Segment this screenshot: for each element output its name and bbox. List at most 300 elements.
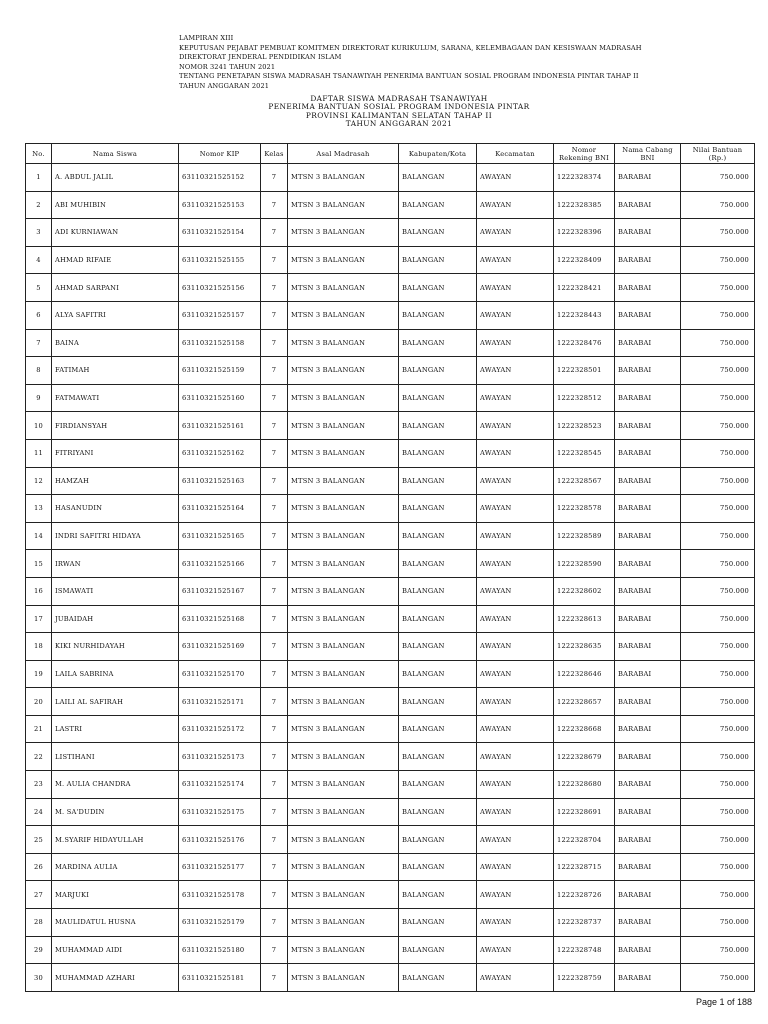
cell-district: AWAYAN bbox=[477, 853, 554, 881]
cell-regency: BALANGAN bbox=[399, 274, 477, 302]
cell-student-name: AHMAD SARPANI bbox=[52, 274, 179, 302]
cell-row-number: 2 bbox=[26, 191, 52, 219]
cell-row-number: 15 bbox=[26, 550, 52, 578]
cell-district: AWAYAN bbox=[477, 522, 554, 550]
cell-origin-madrasah: MTSN 3 BALANGAN bbox=[288, 853, 399, 881]
cell-regency: BALANGAN bbox=[399, 715, 477, 743]
cell-kip-number: 63110321525168 bbox=[179, 605, 261, 633]
cell-district: AWAYAN bbox=[477, 357, 554, 385]
header-line: TAHUN ANGGARAN 2021 bbox=[179, 81, 270, 90]
table-row bbox=[26, 660, 755, 688]
cell-class-grade: 7 bbox=[261, 219, 288, 247]
cell-district: AWAYAN bbox=[477, 384, 554, 412]
cell-origin-madrasah: MTSN 3 BALANGAN bbox=[288, 881, 399, 909]
cell-bank-account: 1222328657 bbox=[554, 688, 615, 716]
cell-student-name: MARJUKI bbox=[52, 881, 179, 909]
cell-row-number: 9 bbox=[26, 384, 52, 412]
cell-row-number: 14 bbox=[26, 522, 52, 550]
cell-kip-number: 63110321525152 bbox=[179, 164, 261, 192]
cell-bank-branch: BARABAI bbox=[615, 577, 681, 605]
cell-bank-account: 1222328545 bbox=[554, 439, 615, 467]
cell-class-grade: 7 bbox=[261, 909, 288, 937]
header-line: KEPUTUSAN PEJABAT PEMBUAT KOMITMEN DIREKTORAT KURIKULUM, SARANA, KELEMBAGAAN DAN KESISWAAN MADRASAH bbox=[179, 43, 642, 52]
cell-kip-number: 63110321525174 bbox=[179, 771, 261, 799]
cell-kip-number: 63110321525180 bbox=[179, 936, 261, 964]
cell-origin-madrasah: MTSN 3 BALANGAN bbox=[288, 246, 399, 274]
cell-district: AWAYAN bbox=[477, 909, 554, 937]
cell-class-grade: 7 bbox=[261, 605, 288, 633]
cell-regency: BALANGAN bbox=[399, 633, 477, 661]
cell-bank-account: 1222328476 bbox=[554, 329, 615, 357]
cell-row-number: 26 bbox=[26, 853, 52, 881]
cell-aid-amount: 750.000 bbox=[681, 357, 755, 385]
cell-student-name: JUBAIDAH bbox=[52, 605, 179, 633]
cell-district: AWAYAN bbox=[477, 688, 554, 716]
cell-student-name: MUHAMMAD AZHARI bbox=[52, 964, 179, 992]
column-header-nomor-rekening: Nomor Rekening BNI bbox=[554, 144, 615, 164]
cell-regency: BALANGAN bbox=[399, 964, 477, 992]
cell-bank-branch: BARABAI bbox=[615, 439, 681, 467]
cell-row-number: 4 bbox=[26, 246, 52, 274]
cell-origin-madrasah: MTSN 3 BALANGAN bbox=[288, 522, 399, 550]
cell-bank-account: 1222328679 bbox=[554, 743, 615, 771]
cell-origin-madrasah: MTSN 3 BALANGAN bbox=[288, 826, 399, 854]
cell-class-grade: 7 bbox=[261, 274, 288, 302]
cell-row-number: 5 bbox=[26, 274, 52, 302]
cell-aid-amount: 750.000 bbox=[681, 301, 755, 329]
table-row bbox=[26, 191, 755, 219]
cell-aid-amount: 750.000 bbox=[681, 743, 755, 771]
cell-bank-account: 1222328635 bbox=[554, 633, 615, 661]
cell-aid-amount: 750.000 bbox=[681, 495, 755, 523]
cell-row-number: 30 bbox=[26, 964, 52, 992]
cell-regency: BALANGAN bbox=[399, 384, 477, 412]
cell-student-name: ALYA SAFITRI bbox=[52, 301, 179, 329]
title-line: PROVINSI KALIMANTAN SELATAN TAHAP II bbox=[305, 110, 493, 120]
cell-student-name: LAILI AL SAFIRAH bbox=[52, 688, 179, 716]
cell-student-name: ABI MUHIBIN bbox=[52, 191, 179, 219]
cell-bank-branch: BARABAI bbox=[615, 357, 681, 385]
column-header-nama-siswa: Nama Siswa bbox=[52, 144, 179, 164]
cell-student-name: LISTIHANI bbox=[52, 743, 179, 771]
cell-kip-number: 63110321525176 bbox=[179, 826, 261, 854]
student-table bbox=[25, 143, 755, 992]
cell-bank-account: 1222328748 bbox=[554, 936, 615, 964]
cell-aid-amount: 750.000 bbox=[681, 467, 755, 495]
cell-origin-madrasah: MTSN 3 BALANGAN bbox=[288, 743, 399, 771]
title-line: DAFTAR SISWA MADRASAH TSANAWIYAH bbox=[310, 94, 488, 103]
title-line: TAHUN ANGGARAN 2021 bbox=[345, 119, 453, 129]
cell-regency: BALANGAN bbox=[399, 853, 477, 881]
cell-bank-branch: BARABAI bbox=[615, 909, 681, 937]
cell-class-grade: 7 bbox=[261, 771, 288, 799]
cell-regency: BALANGAN bbox=[399, 357, 477, 385]
table-row bbox=[26, 936, 755, 964]
cell-row-number: 28 bbox=[26, 909, 52, 937]
cell-regency: BALANGAN bbox=[399, 439, 477, 467]
cell-bank-branch: BARABAI bbox=[615, 246, 681, 274]
cell-aid-amount: 750.000 bbox=[681, 550, 755, 578]
cell-student-name: HASANUDIN bbox=[52, 495, 179, 523]
cell-bank-branch: BARABAI bbox=[615, 605, 681, 633]
cell-row-number: 22 bbox=[26, 743, 52, 771]
cell-district: AWAYAN bbox=[477, 219, 554, 247]
cell-kip-number: 63110321525177 bbox=[179, 853, 261, 881]
cell-bank-account: 1222328590 bbox=[554, 550, 615, 578]
cell-class-grade: 7 bbox=[261, 301, 288, 329]
table-row bbox=[26, 439, 755, 467]
cell-aid-amount: 750.000 bbox=[681, 853, 755, 881]
cell-class-grade: 7 bbox=[261, 881, 288, 909]
cell-regency: BALANGAN bbox=[399, 798, 477, 826]
cell-regency: BALANGAN bbox=[399, 191, 477, 219]
cell-bank-account: 1222328668 bbox=[554, 715, 615, 743]
cell-bank-account: 1222328646 bbox=[554, 660, 615, 688]
cell-origin-madrasah: MTSN 3 BALANGAN bbox=[288, 357, 399, 385]
cell-kip-number: 63110321525158 bbox=[179, 329, 261, 357]
cell-class-grade: 7 bbox=[261, 798, 288, 826]
cell-row-number: 24 bbox=[26, 798, 52, 826]
cell-origin-madrasah: MTSN 3 BALANGAN bbox=[288, 964, 399, 992]
table-row bbox=[26, 522, 755, 550]
cell-district: AWAYAN bbox=[477, 660, 554, 688]
cell-regency: BALANGAN bbox=[399, 301, 477, 329]
cell-kip-number: 63110321525156 bbox=[179, 274, 261, 302]
cell-student-name: ADI KURNIAWAN bbox=[52, 219, 179, 247]
cell-kip-number: 63110321525172 bbox=[179, 715, 261, 743]
cell-regency: BALANGAN bbox=[399, 881, 477, 909]
cell-bank-branch: BARABAI bbox=[615, 191, 681, 219]
cell-origin-madrasah: MTSN 3 BALANGAN bbox=[288, 577, 399, 605]
cell-row-number: 17 bbox=[26, 605, 52, 633]
cell-bank-account: 1222328443 bbox=[554, 301, 615, 329]
page-number: Page 1 of 188 bbox=[695, 997, 752, 1007]
table-row bbox=[26, 798, 755, 826]
cell-aid-amount: 750.000 bbox=[681, 688, 755, 716]
cell-bank-account: 1222328501 bbox=[554, 357, 615, 385]
cell-kip-number: 63110321525178 bbox=[179, 881, 261, 909]
cell-regency: BALANGAN bbox=[399, 605, 477, 633]
cell-district: AWAYAN bbox=[477, 798, 554, 826]
cell-origin-madrasah: MTSN 3 BALANGAN bbox=[288, 771, 399, 799]
cell-class-grade: 7 bbox=[261, 743, 288, 771]
cell-bank-branch: BARABAI bbox=[615, 881, 681, 909]
cell-regency: BALANGAN bbox=[399, 909, 477, 937]
cell-bank-account: 1222328602 bbox=[554, 577, 615, 605]
cell-aid-amount: 750.000 bbox=[681, 798, 755, 826]
cell-student-name: FITRIYANI bbox=[52, 439, 179, 467]
cell-origin-madrasah: MTSN 3 BALANGAN bbox=[288, 164, 399, 192]
cell-class-grade: 7 bbox=[261, 495, 288, 523]
cell-aid-amount: 750.000 bbox=[681, 384, 755, 412]
cell-district: AWAYAN bbox=[477, 605, 554, 633]
document-title-block bbox=[0, 95, 768, 129]
cell-row-number: 10 bbox=[26, 412, 52, 440]
cell-bank-branch: BARABAI bbox=[615, 329, 681, 357]
cell-kip-number: 63110321525165 bbox=[179, 522, 261, 550]
cell-student-name: M. AULIA CHANDRA bbox=[52, 771, 179, 799]
cell-bank-account: 1222328409 bbox=[554, 246, 615, 274]
cell-aid-amount: 750.000 bbox=[681, 964, 755, 992]
cell-regency: BALANGAN bbox=[399, 660, 477, 688]
column-header-kelas: Kelas bbox=[261, 144, 288, 164]
cell-bank-account: 1222328589 bbox=[554, 522, 615, 550]
cell-bank-branch: BARABAI bbox=[615, 688, 681, 716]
cell-origin-madrasah: MTSN 3 BALANGAN bbox=[288, 909, 399, 937]
table-row bbox=[26, 881, 755, 909]
cell-bank-branch: BARABAI bbox=[615, 301, 681, 329]
cell-aid-amount: 750.000 bbox=[681, 660, 755, 688]
cell-origin-madrasah: MTSN 3 BALANGAN bbox=[288, 550, 399, 578]
cell-aid-amount: 750.000 bbox=[681, 605, 755, 633]
cell-kip-number: 63110321525162 bbox=[179, 439, 261, 467]
cell-bank-account: 1222328691 bbox=[554, 798, 615, 826]
cell-regency: BALANGAN bbox=[399, 219, 477, 247]
cell-row-number: 11 bbox=[26, 439, 52, 467]
cell-student-name: IRWAN bbox=[52, 550, 179, 578]
header-line: LAMPIRAN XIII bbox=[179, 34, 234, 42]
cell-class-grade: 7 bbox=[261, 439, 288, 467]
cell-kip-number: 63110321525159 bbox=[179, 357, 261, 385]
cell-class-grade: 7 bbox=[261, 688, 288, 716]
cell-row-number: 6 bbox=[26, 301, 52, 329]
cell-row-number: 25 bbox=[26, 826, 52, 854]
cell-kip-number: 63110321525179 bbox=[179, 909, 261, 937]
document-header bbox=[179, 34, 642, 92]
cell-student-name: INDRI SAFITRI HIDAYA bbox=[52, 522, 179, 550]
table-row bbox=[26, 605, 755, 633]
column-header-asal-madrasah: Asal Madrasah bbox=[288, 144, 399, 164]
cell-kip-number: 63110321525161 bbox=[179, 412, 261, 440]
cell-bank-account: 1222328737 bbox=[554, 909, 615, 937]
cell-row-number: 1 bbox=[26, 164, 52, 192]
column-header-nomor-kip: Nomor KIP bbox=[179, 144, 261, 164]
cell-bank-account: 1222328567 bbox=[554, 467, 615, 495]
cell-student-name: AHMAD RIFAIE bbox=[52, 246, 179, 274]
cell-bank-account: 1222328680 bbox=[554, 771, 615, 799]
cell-aid-amount: 750.000 bbox=[681, 715, 755, 743]
cell-aid-amount: 750.000 bbox=[681, 191, 755, 219]
cell-origin-madrasah: MTSN 3 BALANGAN bbox=[288, 798, 399, 826]
cell-regency: BALANGAN bbox=[399, 467, 477, 495]
cell-student-name: MARDINA AULIA bbox=[52, 853, 179, 881]
cell-district: AWAYAN bbox=[477, 412, 554, 440]
table-row bbox=[26, 412, 755, 440]
cell-bank-account: 1222328396 bbox=[554, 219, 615, 247]
cell-origin-madrasah: MTSN 3 BALANGAN bbox=[288, 688, 399, 716]
cell-aid-amount: 750.000 bbox=[681, 633, 755, 661]
cell-class-grade: 7 bbox=[261, 191, 288, 219]
cell-class-grade: 7 bbox=[261, 936, 288, 964]
title-line: PENERIMA BANTUAN SOSIAL PROGRAM INDONESIA PINTAR bbox=[268, 102, 530, 112]
cell-aid-amount: 750.000 bbox=[681, 274, 755, 302]
cell-bank-account: 1222328421 bbox=[554, 274, 615, 302]
cell-student-name: FATMAWATI bbox=[52, 384, 179, 412]
cell-bank-branch: BARABAI bbox=[615, 164, 681, 192]
cell-origin-madrasah: MTSN 3 BALANGAN bbox=[288, 301, 399, 329]
cell-bank-account: 1222328704 bbox=[554, 826, 615, 854]
cell-regency: BALANGAN bbox=[399, 577, 477, 605]
cell-student-name: MUHAMMAD AIDI bbox=[52, 936, 179, 964]
cell-aid-amount: 750.000 bbox=[681, 909, 755, 937]
cell-class-grade: 7 bbox=[261, 467, 288, 495]
cell-kip-number: 63110321525173 bbox=[179, 743, 261, 771]
cell-student-name: LASTRI bbox=[52, 715, 179, 743]
cell-class-grade: 7 bbox=[261, 384, 288, 412]
cell-class-grade: 7 bbox=[261, 246, 288, 274]
cell-origin-madrasah: MTSN 3 BALANGAN bbox=[288, 219, 399, 247]
cell-bank-branch: BARABAI bbox=[615, 550, 681, 578]
table-row bbox=[26, 219, 755, 247]
cell-row-number: 13 bbox=[26, 495, 52, 523]
column-header-kabupaten-kota: Kabupaten/Kota bbox=[399, 144, 477, 164]
cell-district: AWAYAN bbox=[477, 274, 554, 302]
cell-bank-branch: BARABAI bbox=[615, 274, 681, 302]
cell-class-grade: 7 bbox=[261, 329, 288, 357]
cell-kip-number: 63110321525170 bbox=[179, 660, 261, 688]
cell-aid-amount: 750.000 bbox=[681, 577, 755, 605]
table-row bbox=[26, 909, 755, 937]
table-row bbox=[26, 577, 755, 605]
cell-class-grade: 7 bbox=[261, 577, 288, 605]
cell-origin-madrasah: MTSN 3 BALANGAN bbox=[288, 660, 399, 688]
cell-district: AWAYAN bbox=[477, 964, 554, 992]
cell-district: AWAYAN bbox=[477, 771, 554, 799]
table-body bbox=[26, 164, 755, 992]
cell-student-name: BAINA bbox=[52, 329, 179, 357]
cell-origin-madrasah: MTSN 3 BALANGAN bbox=[288, 715, 399, 743]
cell-class-grade: 7 bbox=[261, 964, 288, 992]
cell-origin-madrasah: MTSN 3 BALANGAN bbox=[288, 329, 399, 357]
cell-class-grade: 7 bbox=[261, 550, 288, 578]
table-row bbox=[26, 329, 755, 357]
cell-aid-amount: 750.000 bbox=[681, 219, 755, 247]
cell-student-name: FIRDIANSYAH bbox=[52, 412, 179, 440]
cell-bank-account: 1222328759 bbox=[554, 964, 615, 992]
cell-row-number: 27 bbox=[26, 881, 52, 909]
table-row bbox=[26, 246, 755, 274]
cell-bank-account: 1222328374 bbox=[554, 164, 615, 192]
cell-student-name: M.SYARIF HIDAYULLAH bbox=[52, 826, 179, 854]
cell-kip-number: 63110321525171 bbox=[179, 688, 261, 716]
cell-bank-branch: BARABAI bbox=[615, 936, 681, 964]
cell-kip-number: 63110321525169 bbox=[179, 633, 261, 661]
cell-bank-branch: BARABAI bbox=[615, 743, 681, 771]
cell-student-name: MAULIDATUL HUSNA bbox=[52, 909, 179, 937]
cell-aid-amount: 750.000 bbox=[681, 164, 755, 192]
cell-regency: BALANGAN bbox=[399, 743, 477, 771]
table-row bbox=[26, 357, 755, 385]
column-header-no: No. bbox=[26, 144, 52, 164]
cell-district: AWAYAN bbox=[477, 329, 554, 357]
cell-bank-branch: BARABAI bbox=[615, 853, 681, 881]
table-row bbox=[26, 771, 755, 799]
cell-origin-madrasah: MTSN 3 BALANGAN bbox=[288, 274, 399, 302]
cell-class-grade: 7 bbox=[261, 164, 288, 192]
cell-kip-number: 63110321525167 bbox=[179, 577, 261, 605]
cell-regency: BALANGAN bbox=[399, 495, 477, 523]
cell-regency: BALANGAN bbox=[399, 329, 477, 357]
cell-aid-amount: 750.000 bbox=[681, 329, 755, 357]
cell-district: AWAYAN bbox=[477, 301, 554, 329]
column-header-nama-cabang: Nama Cabang BNI bbox=[615, 144, 681, 164]
cell-class-grade: 7 bbox=[261, 660, 288, 688]
table-row bbox=[26, 826, 755, 854]
table-row bbox=[26, 467, 755, 495]
cell-row-number: 18 bbox=[26, 633, 52, 661]
cell-bank-branch: BARABAI bbox=[615, 715, 681, 743]
cell-regency: BALANGAN bbox=[399, 688, 477, 716]
cell-district: AWAYAN bbox=[477, 246, 554, 274]
cell-district: AWAYAN bbox=[477, 467, 554, 495]
cell-district: AWAYAN bbox=[477, 164, 554, 192]
cell-aid-amount: 750.000 bbox=[681, 439, 755, 467]
cell-bank-branch: BARABAI bbox=[615, 771, 681, 799]
cell-bank-account: 1222328613 bbox=[554, 605, 615, 633]
cell-aid-amount: 750.000 bbox=[681, 246, 755, 274]
cell-kip-number: 63110321525155 bbox=[179, 246, 261, 274]
cell-district: AWAYAN bbox=[477, 577, 554, 605]
cell-aid-amount: 750.000 bbox=[681, 936, 755, 964]
table-row bbox=[26, 964, 755, 992]
cell-district: AWAYAN bbox=[477, 550, 554, 578]
cell-regency: BALANGAN bbox=[399, 550, 477, 578]
table-row bbox=[26, 853, 755, 881]
cell-origin-madrasah: MTSN 3 BALANGAN bbox=[288, 605, 399, 633]
cell-row-number: 19 bbox=[26, 660, 52, 688]
cell-student-name: KIKI NURHIDAYAH bbox=[52, 633, 179, 661]
cell-regency: BALANGAN bbox=[399, 164, 477, 192]
cell-regency: BALANGAN bbox=[399, 771, 477, 799]
cell-bank-branch: BARABAI bbox=[615, 633, 681, 661]
cell-bank-account: 1222328578 bbox=[554, 495, 615, 523]
cell-district: AWAYAN bbox=[477, 715, 554, 743]
cell-kip-number: 63110321525157 bbox=[179, 301, 261, 329]
cell-aid-amount: 750.000 bbox=[681, 826, 755, 854]
cell-class-grade: 7 bbox=[261, 522, 288, 550]
cell-district: AWAYAN bbox=[477, 439, 554, 467]
cell-student-name: ISMAWATI bbox=[52, 577, 179, 605]
table-row bbox=[26, 384, 755, 412]
table-row bbox=[26, 274, 755, 302]
cell-row-number: 3 bbox=[26, 219, 52, 247]
cell-origin-madrasah: MTSN 3 BALANGAN bbox=[288, 384, 399, 412]
cell-bank-account: 1222328523 bbox=[554, 412, 615, 440]
table-row bbox=[26, 550, 755, 578]
cell-district: AWAYAN bbox=[477, 743, 554, 771]
cell-regency: BALANGAN bbox=[399, 246, 477, 274]
cell-district: AWAYAN bbox=[477, 633, 554, 661]
cell-class-grade: 7 bbox=[261, 633, 288, 661]
cell-aid-amount: 750.000 bbox=[681, 412, 755, 440]
cell-bank-account: 1222328512 bbox=[554, 384, 615, 412]
cell-origin-madrasah: MTSN 3 BALANGAN bbox=[288, 467, 399, 495]
cell-bank-account: 1222328385 bbox=[554, 191, 615, 219]
cell-district: AWAYAN bbox=[477, 191, 554, 219]
cell-origin-madrasah: MTSN 3 BALANGAN bbox=[288, 495, 399, 523]
cell-student-name: A. ABDUL JALIL bbox=[52, 164, 179, 192]
cell-origin-madrasah: MTSN 3 BALANGAN bbox=[288, 633, 399, 661]
cell-bank-branch: BARABAI bbox=[615, 219, 681, 247]
cell-district: AWAYAN bbox=[477, 826, 554, 854]
table-row bbox=[26, 633, 755, 661]
table-row bbox=[26, 495, 755, 523]
cell-student-name: LAILA SABRINA bbox=[52, 660, 179, 688]
cell-student-name: M. SA'DUDIN bbox=[52, 798, 179, 826]
cell-row-number: 16 bbox=[26, 577, 52, 605]
cell-aid-amount: 750.000 bbox=[681, 522, 755, 550]
cell-kip-number: 63110321525154 bbox=[179, 219, 261, 247]
